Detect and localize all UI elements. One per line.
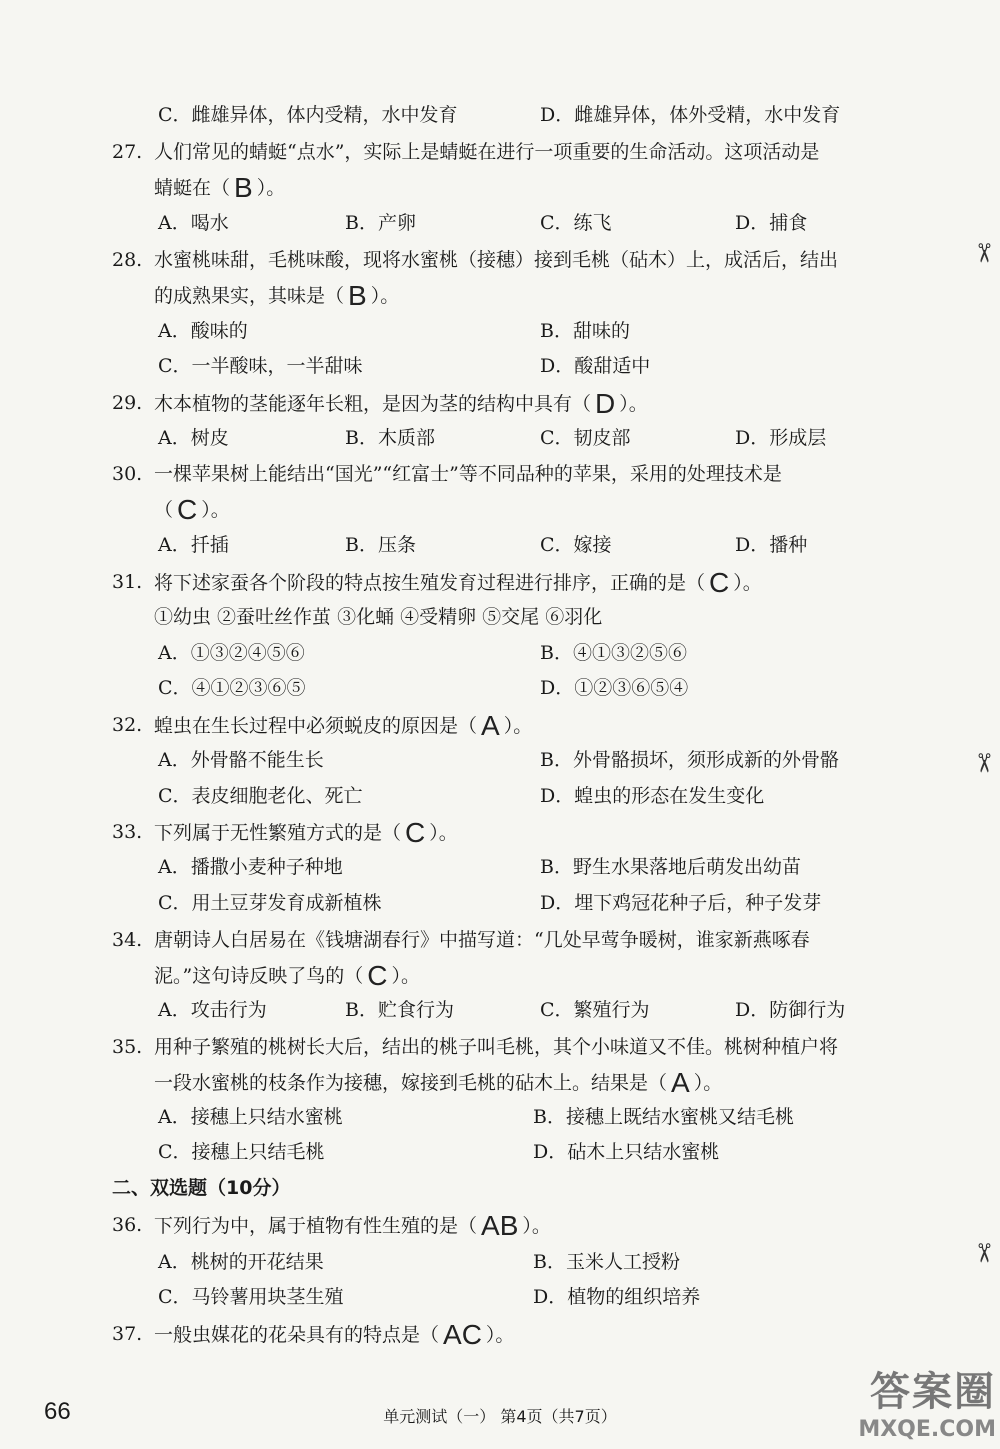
q33-option-b: B．野生水果落地后萌发出幼苗 [540,856,801,878]
q32-option-b: B．外骨骼损坏，须形成新的外骨骼 [540,749,839,771]
q28-stem-line1: 水蜜桃味甜，毛桃味酸，现将水蜜桃（接穗）接到毛桃（砧木）上，成活后，结出 [154,249,839,271]
watermark-logo [846,1360,996,1446]
q29-option-d: D．形成层 [735,427,827,449]
q36-option-b: B．玉米人工授粉 [533,1251,680,1273]
q29-answer: D [595,388,616,419]
scissor-icon: ✂ [967,752,998,774]
q37-stem: 一般虫媒花的花朵具有的特点是（ AC ）。 [154,1319,515,1350]
q33-answer: C [405,817,426,848]
q36-stem: 下列行为中，属于植物有性生殖的是（ AB ）。 [154,1210,551,1241]
q34-number: 34. [112,929,143,951]
watermark-logo-url: MXQE.COM [858,1417,996,1442]
q33-stem: 下列属于无性繁殖方式的是（ C ）。 [154,817,458,848]
q27-option-d: D．捕食 [735,212,808,234]
q28-option-b: B．甜味的 [540,320,630,342]
q35-answer: A [671,1067,690,1098]
q31-option-d: D．①②③⑥⑤④ [540,677,689,699]
q33-option-c: C．用土豆芽发育成新植株 [158,892,382,914]
q28-option-d: D．酸甜适中 [540,355,651,377]
q28-option-c: C．一半酸味，一半甜味 [158,355,363,377]
q34-stem-line2: 泥。”这句诗反映了鸟的（ C ）。 [154,960,420,991]
q30-stem-line1: 一棵苹果树上能结出“国光”“红富士”等不同品种的苹果，采用的处理技术是 [154,463,782,485]
q36-answer: AB [481,1210,519,1241]
scissor-icon: ✂ [967,1242,998,1264]
q31-option-c: C．④①②③⑥⑤ [158,677,306,699]
q27-number: 27. [112,141,143,163]
q32-option-d: D．蝗虫的形态在发生变化 [540,785,765,807]
watermark-logo-title: 答案圈 [870,1369,996,1415]
q35-option-d: D．砧木上只结水蜜桃 [533,1141,720,1163]
q29-option-a: A．树皮 [158,427,229,449]
q27-stem-line1: 人们常见的蜻蜓“点水”，实际上是蜻蜓在进行一项重要的生命活动。这项活动是 [154,141,820,163]
q36-option-c: C．马铃薯用块茎生殖 [158,1286,344,1308]
q36-option-d: D．植物的组织培养 [533,1286,701,1308]
q30-option-a: A．扦插 [158,534,229,556]
q32-answer: A [481,710,500,741]
q31-items: ①幼虫 ②蚕吐丝作茧 ③化蛹 ④受精卵 ⑤交尾 ⑥羽化 [154,606,603,628]
q31-option-b: B．④①③②⑤⑥ [540,642,687,664]
q30-answer: C [177,494,198,525]
q32-number: 32. [112,714,143,736]
q27-option-c: C．练飞 [540,212,612,234]
q28-number: 28. [112,249,143,271]
q27-option-b: B．产卵 [345,212,416,234]
q34-option-c: C．繁殖行为 [540,999,650,1021]
q30-option-b: B．压条 [345,534,416,556]
q28-option-a: A．酸味的 [158,320,248,342]
q27-answer: B [234,172,253,203]
q31-option-a: A．①③②④⑤⑥ [158,642,305,664]
page-number: 66 [44,1398,71,1425]
q27-stem-line2: 蜻蜓在（ B ）。 [154,172,286,203]
q31-answer: C [709,567,730,598]
q30-stem-line2: （ C ）。 [154,494,230,525]
q35-option-c: C．接穗上只结毛桃 [158,1141,325,1163]
section-heading-double-choice: 二、双选题（10分） [112,1177,291,1199]
q36-option-a: A．桃树的开花结果 [158,1251,324,1273]
q30-number: 30. [112,463,143,485]
scissor-icon: ✂ [967,242,998,264]
q36-number: 36. [112,1214,143,1236]
q29-stem: 木本植物的茎能逐年长粗，是因为茎的结构中具有（ D ）。 [154,388,648,419]
q33-option-a: A．播撒小麦种子种地 [158,856,343,878]
q34-option-b: B．贮食行为 [345,999,454,1021]
q34-option-d: D．防御行为 [735,999,846,1021]
q32-option-c: C．表皮细胞老化、死亡 [158,785,363,807]
q28-answer: B [348,280,367,311]
q30-option-c: C．嫁接 [540,534,612,556]
q37-answer: AC [443,1319,482,1350]
q29-option-c: C．韧皮部 [540,427,631,449]
q32-option-a: A．外骨骼不能生长 [158,749,324,771]
q35-number: 35. [112,1036,143,1058]
q29-option-b: B．木质部 [345,427,435,449]
q34-answer: C [367,960,388,991]
q31-number: 31. [112,571,143,593]
page-footer: 单元测试（一） 第4页（共7页） [383,1407,617,1426]
q35-option-a: A．接穗上只结水蜜桃 [158,1106,343,1128]
q30-option-d: D．播种 [735,534,808,556]
q27-option-a: A．喝水 [158,212,229,234]
q34-option-a: A．攻击行为 [158,999,267,1021]
q37-number: 37. [112,1323,143,1345]
q34-stem-line1: 唐朝诗人白居易在《钱塘湖春行》中描写道：“几处早莺争暖树，谁家新燕啄春 [154,929,810,951]
q33-number: 33. [112,821,143,843]
q26-option-d: D．雌雄异体，体外受精，水中发育 [540,104,841,126]
q26-option-c: C．雌雄异体，体内受精，水中发育 [158,104,458,126]
q35-stem-line1: 用种子繁殖的桃树长大后，结出的桃子叫毛桃，其个小味道又不佳。桃树种植户将 [154,1036,839,1058]
q33-option-d: D．埋下鸡冠花种子后，种子发芽 [540,892,822,914]
q32-stem: 蝗虫在生长过程中必须蜕皮的原因是（ A ）。 [154,710,533,741]
q35-stem-line2: 一段水蜜桃的枝条作为接穗，嫁接到毛桃的砧木上。结果是（ A ）。 [154,1067,723,1098]
q29-number: 29. [112,392,143,414]
q31-stem: 将下述家蚕各个阶段的特点按生殖发育过程进行排序，正确的是（ C ）。 [154,567,762,598]
q28-stem-line2: 的成熟果实，其味是（ B ）。 [154,280,400,311]
q35-option-b: B．接穗上既结水蜜桃又结毛桃 [533,1106,794,1128]
